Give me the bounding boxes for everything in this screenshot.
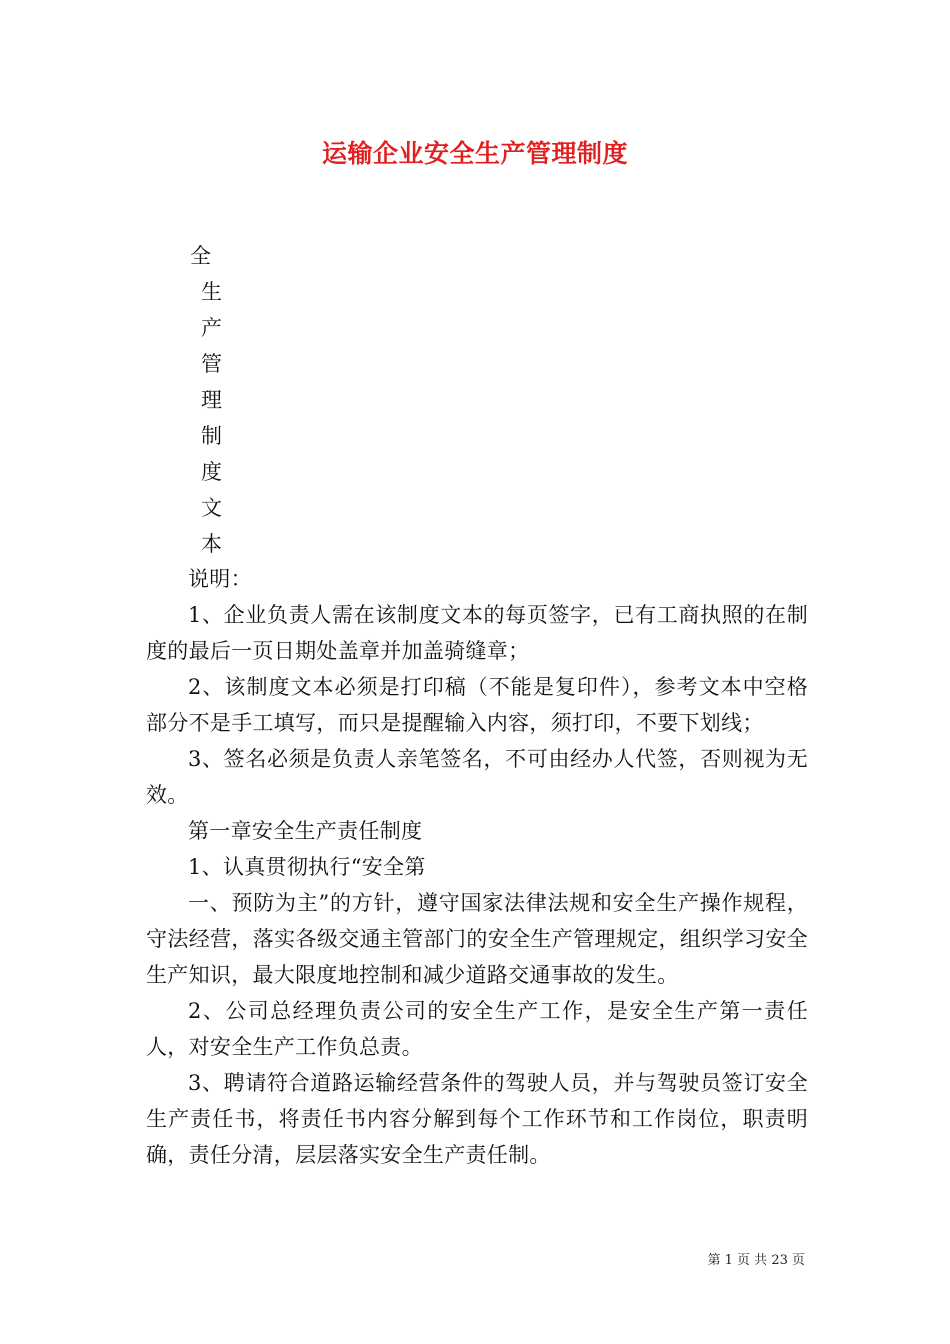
vertical-char: 本 (201, 532, 222, 556)
vertical-char: 全 (190, 244, 211, 268)
vertical-text-column (190, 238, 211, 274)
vertical-char: 生 (201, 280, 222, 304)
document-body (146, 561, 808, 1173)
document-title: 运输企业安全生产管理制度 (321, 139, 628, 168)
paragraph-note-heading: 说明： (188, 567, 252, 591)
vertical-char: 文 (201, 496, 222, 520)
paragraph: 3、签名必须是负责人亲笔签名，不可由经办人代签，否则视为无效。 (146, 747, 808, 807)
vertical-char: 制 (201, 424, 222, 448)
vertical-char: 管 (201, 352, 222, 376)
page-number-footer: 第 1 页 共 23 页 (707, 1253, 805, 1268)
vertical-char: 产 (201, 316, 222, 340)
paragraph: 一、预防为主”的方针，遵守国家法律法规和安全生产操作规程，守法经营，落实各级交通主管部门的安全生产管理规定，组织学习安全生产知识，最大限度地控制和减少道路交通事故的发生。 (146, 891, 808, 987)
vertical-char: 度 (201, 460, 222, 484)
paragraph: 2、该制度文本必须是打印稿（不能是复印件），参考文本中空格部分不是手工填写，而只是提醒输入内容，须打印，不要下划线； (146, 675, 808, 735)
vertical-char: 理 (201, 388, 222, 412)
paragraph: 1、企业负责人需在该制度文本的每页签字，已有工商执照的在制度的最后一页日期处盖章并加盖骑缝章； (146, 603, 808, 663)
paragraph: 3、聘请符合道路运输经营条件的驾驶人员，并与驾驶员签订安全生产责任书，将责任书内容分解到每个工作环节和工作岗位，职责明确，责任分清，层层落实安全生产责任制。 (146, 1071, 808, 1167)
paragraph: 1、认真贯彻执行“安全第 (188, 855, 426, 879)
paragraph: 2、公司总经理负责公司的安全生产工作，是安全生产第一责任人，对安全生产工作负总责。 (146, 999, 808, 1059)
chapter-heading: 第一章安全生产责任制度 (188, 819, 423, 843)
vertical-text-column-rest (201, 274, 222, 562)
